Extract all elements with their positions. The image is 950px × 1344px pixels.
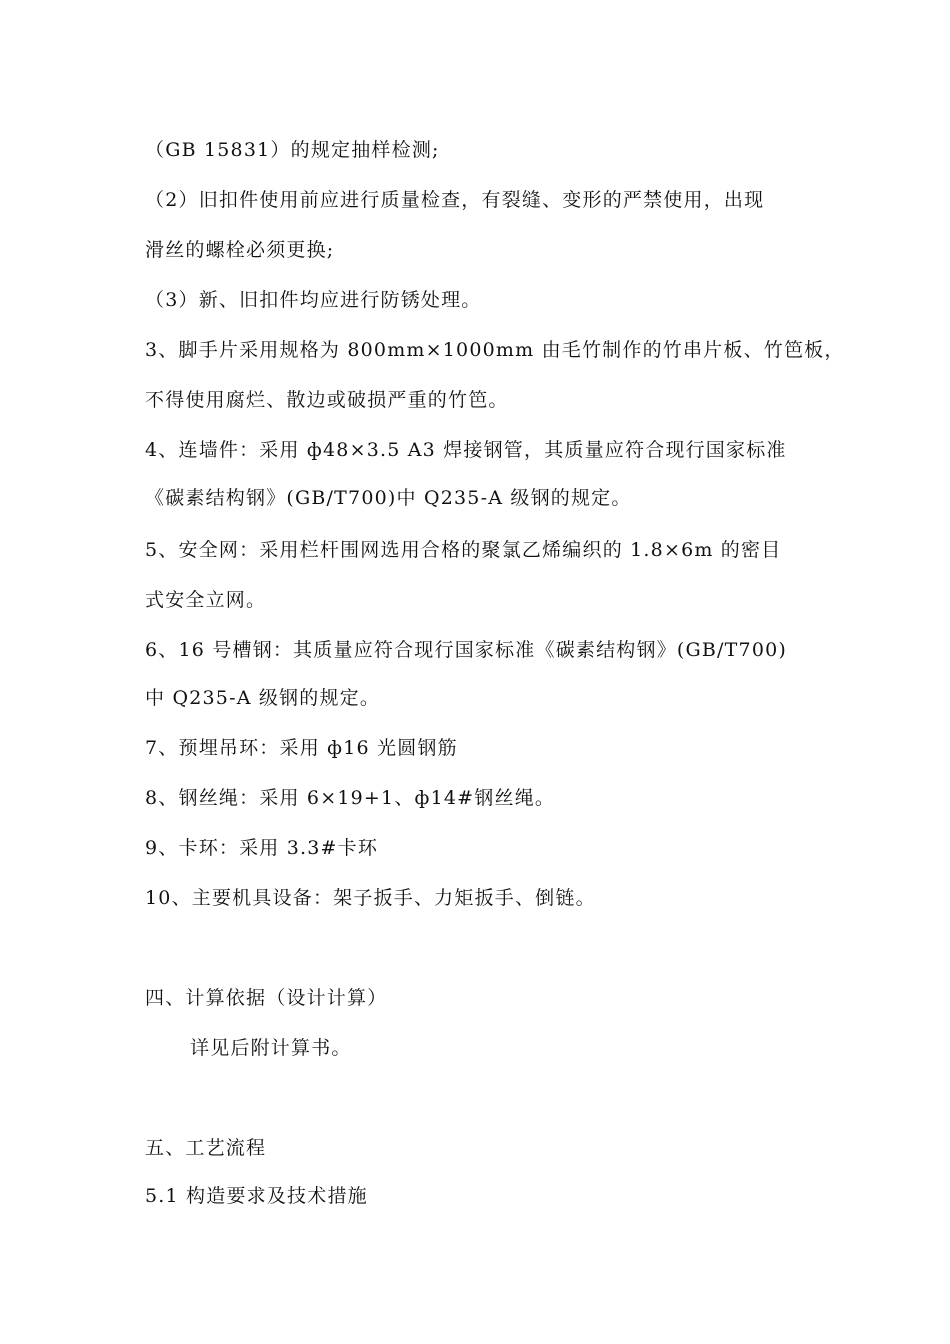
text-line: 中 Q235-A 级钢的规定。 [145, 687, 381, 709]
text-line: 4、连墙件：采用 ф48×3.5 A3 焊接钢管，其质量应符合现行国家标准 [145, 439, 787, 461]
text-line: 8、钢丝绳：采用 6×19+1、ф14#钢丝绳。 [145, 787, 556, 809]
text-line: （3）新、旧扣件均应进行防锈处理。 [145, 289, 482, 311]
subsection-heading: 5.1 构造要求及技术措施 [145, 1185, 368, 1207]
text-line: （GB 15831）的规定抽样检测; [145, 139, 440, 161]
text-line: 式安全立网。 [145, 589, 267, 611]
text-line: （2）旧扣件使用前应进行质量检查，有裂缝、变形的严禁使用，出现 [145, 189, 765, 211]
text-line: 滑丝的螺栓必须更换; [145, 239, 335, 261]
section-heading: 四、计算依据（设计计算） [145, 987, 388, 1009]
section-body: 详见后附计算书。 [190, 1037, 352, 1059]
text-line: 7、预埋吊环：采用 ф16 光圆钢筋 [145, 737, 458, 759]
text-line: 《碳素结构钢》(GB/T700)中 Q235-A 级钢的规定。 [145, 487, 632, 509]
text-line: 不得使用腐烂、散边或破损严重的竹笆。 [145, 389, 509, 411]
section-heading: 五、工艺流程 [145, 1137, 267, 1159]
text-line: 6、16 号槽钢：其质量应符合现行国家标准《碳素结构钢》(GB/T700) [145, 639, 788, 661]
text-line: 5、安全网：采用栏杆围网选用合格的聚氯乙烯编织的 1.8×6m 的密目 [145, 539, 782, 561]
text-line: 10、主要机具设备：架子扳手、力矩扳手、倒链。 [145, 887, 596, 909]
text-line: 9、卡环：采用 3.3#卡环 [145, 837, 379, 859]
text-line: 3、脚手片采用规格为 800mm×1000mm 由毛竹制作的竹串片板、竹笆板， [145, 339, 845, 361]
